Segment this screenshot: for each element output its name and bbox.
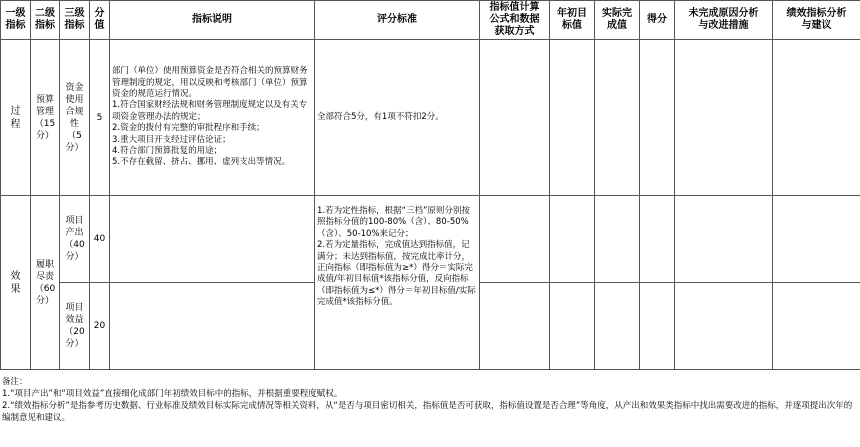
benefit-description-cell[interactable] — [110, 283, 315, 370]
output-actual-cell[interactable] — [595, 196, 640, 283]
output-description-cell[interactable] — [110, 196, 315, 283]
header-criteria: 评分标准 — [315, 1, 480, 40]
output-target-cell[interactable] — [550, 196, 595, 283]
notes-section — [0, 376, 860, 424]
header-analysis: 未完成原因分析 与改进措施 — [675, 1, 773, 40]
header-row — [1, 1, 860, 40]
header-target-value: 年初目 标值 — [550, 1, 595, 40]
benefit-actual-cell[interactable] — [595, 283, 640, 370]
header-suggestion: 绩效指标分析 与建议 — [773, 1, 860, 40]
header-level3: 三级 指标 — [60, 1, 90, 40]
effect-level2: 履职 尽责 （60 分） — [31, 196, 60, 370]
header-description: 指标说明 — [110, 1, 315, 40]
process-level1: 过 程 — [1, 40, 31, 196]
process-score: 5 — [90, 40, 110, 196]
header-score: 分 值 — [90, 1, 110, 40]
output-formula-cell[interactable] — [480, 196, 550, 283]
benefit-got-cell[interactable] — [640, 283, 675, 370]
note-2: 2.“绩效指标分析”是指参考历史数据、行业标准及绩效目标实际完成情况等相关资料，从“是否与项目密切相关，指标值是否可获取，指标值设置是否合理”等角度，从产出和效果类指标中找出需要改进的指标，并逐项提出次年的编制意见和建议。 — [2, 401, 853, 423]
process-criteria: 全部符合5分，有1项不符扣2分。 — [315, 40, 480, 196]
effect-level1: 效 果 — [1, 196, 31, 370]
notes-title: 备注： — [2, 377, 28, 387]
header-formula: 指标值计算 公式和数据 获取方式 — [480, 1, 550, 40]
process-got-cell[interactable] — [640, 40, 675, 196]
header-level2: 二级 指标 — [31, 1, 60, 40]
output-suggestion-cell[interactable] — [773, 196, 860, 283]
process-formula-cell[interactable] — [480, 40, 550, 196]
benefit-suggestion-cell[interactable] — [773, 283, 860, 370]
header-actual-value: 实际完 成值 — [595, 1, 640, 40]
effect-criteria: 1.若为定性指标，根据“三档”原则分别按照指标分值的100-80%（含）、80-50%（含）、50-10%来记分； 2.若为定量指标，完成值达到指标值，记满分；未达到指标值，按完成比率计分，正向指标（即指标值为≥*）得分＝实际完成值/年初目标值*该指标分值，反向指标（即指标值为≤*）得分＝年初目标值/实际完成值*该指标分值。 — [315, 196, 480, 370]
note-1: 1.“项目产出”和“项目效益”直接细化成部门年初绩效目标中的指标，并根据重要程度赋权。 — [2, 389, 343, 399]
process-target-cell[interactable] — [550, 40, 595, 196]
process-description: 部门（单位）使用预算资金是否符合相关的预算财务管理制度的规定，用以反映和考核部门（单位）预算资金的规范运行情况。 1.符合国家财经法规和财务管理制度规定以及有关专项资金管理办法的规定； 2.资金的拨付有完整的审批程序和手续； 3.重大项目开支经过评估论证； 4.符合部门预算批复的用途； 5.不存在截留、挤占、挪用、虚列支出等情况。 — [110, 40, 315, 196]
output-level3: 项目 产出 （40 分） — [60, 196, 90, 283]
benefit-formula-cell[interactable] — [480, 283, 550, 370]
process-actual-cell[interactable] — [595, 40, 640, 196]
process-analysis-cell[interactable] — [675, 40, 773, 196]
benefit-target-cell[interactable] — [550, 283, 595, 370]
benefit-score: 20 — [90, 283, 110, 370]
benefit-analysis-cell[interactable] — [675, 283, 773, 370]
benefit-level3: 项目 效益 （20 分） — [60, 283, 90, 370]
header-level1: 一级 指标 — [1, 1, 31, 40]
header-got-score: 得分 — [640, 1, 675, 40]
output-score: 40 — [90, 196, 110, 283]
process-suggestion-cell[interactable] — [773, 40, 860, 196]
output-row — [1, 196, 860, 283]
process-row — [1, 40, 860, 196]
process-level2: 预算 管理 （15 分） — [31, 40, 60, 196]
output-got-cell[interactable] — [640, 196, 675, 283]
output-analysis-cell[interactable] — [675, 196, 773, 283]
process-level3: 资金 使用 合规 性 （5 分） — [60, 40, 90, 196]
